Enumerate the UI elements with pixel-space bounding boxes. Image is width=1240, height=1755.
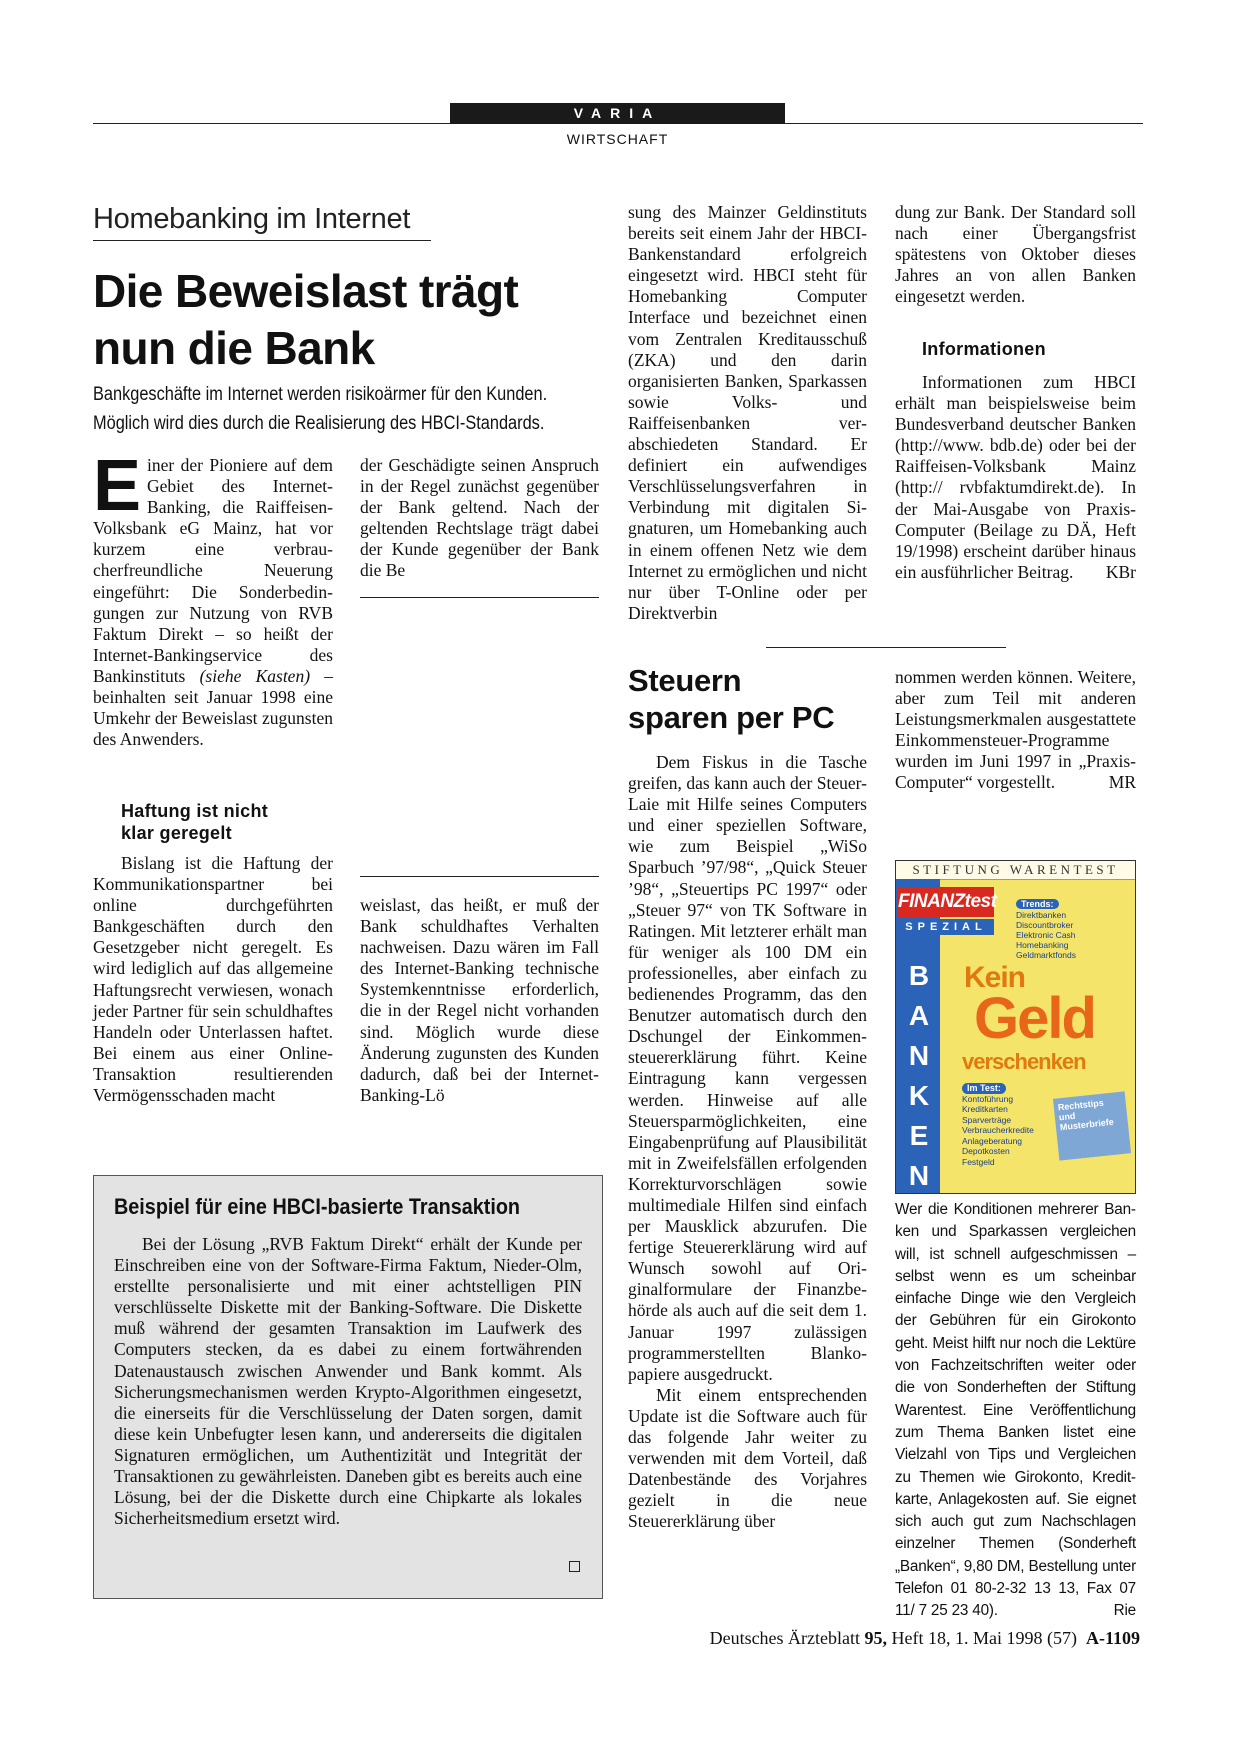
article2-paragraph-1: Dem Fiskus in die Tasche greifen, das kann auch der Steuer-Laie mit Hilfe seines Computers und einer speziellen Software, wie zum Beispiel „WiSo Sparbuch ’97/98“, „Quick Steuer ’98“, „Steuertips PC 1997“ oder „Steuer 97“ von TK Software in Ratingen. Mit letzterer erhält man für weniger als 100 DM ein professionelles, aber einfach zu bedienendes Programm, das den Benutzer automatisch durch den Dschungel der Einkommensteuererklärung führt. Keine Eintragung kann vergessen werden. Hinweise auf alle Steuersparmöglichkeiten, eine Eingabenprüfung auf Plausibilität mit in Zweifelsfällen erfolgenden Korrekturvorschlägen sowie multimediale Hilfen sind einfach per Mausklick abzurufen. Die fertige Steuererklärung wird auf Wunsch sowohl auf Originalformulare der Finanzbehörde als auch auf die seit dem 1. Januar 1997 zulässigen programmerstellten Blankopapiere ausgedruckt.	[628, 752, 867, 1384]
signature-rie: Rie	[1113, 1602, 1136, 1620]
section-label: WIRTSCHAFT	[566, 131, 669, 147]
footer-journal: Deutsches Ärzteblatt	[709, 1628, 861, 1648]
subhead-haftung-line-1: Haftung ist nicht	[121, 801, 269, 821]
cover-trend-list	[1016, 910, 1132, 960]
cover-trends	[1016, 899, 1132, 960]
page-footer	[560, 1628, 1140, 1649]
cover-geld: Geld	[974, 986, 1095, 1051]
imtest-item: Anlageberatung	[962, 1135, 1023, 1146]
section-band: VARIA	[450, 103, 785, 124]
subhead-haftung	[121, 800, 341, 844]
cover-verschenken: verschenken	[962, 1049, 1086, 1074]
subhead-informationen: Informationen	[922, 339, 1046, 359]
headline-line-1: Die Beweislast trägt	[93, 265, 519, 317]
footer-issue: Heft 18, 1. Mai 1998 (57)	[891, 1628, 1077, 1648]
column-1-top	[93, 446, 334, 750]
signature-mr: MR	[1108, 772, 1136, 793]
caption-text: Wer die Konditionen mehrerer Banken und Sparkassen vergleichen will, ist schnell aufgeschmissen – selbst wenn es um scheinbar einfache Dinge wie den Vergleich der Gebühren für ein Girokonto geht. Meist hilft nur noch die Lektüre von Fachzeitschriften weiter oder die von Sonderheften der Stiftung Warentest. Eine Veröffentlichung zum Thema Banken listet eine Vielzahl von Tips und Vergleichen zu Themen wie Girokonto, Kreditkarte, Anlagekosten auf. Sie eignet sich auch gut zum Nachschlagen einzelner Themen (Sonderheft „Banken“, 9,80 DM, Bestellung unter Telefon 01 80-2-32 13 13, Fax 07 11/ 7 25 23 40).	[895, 1201, 1136, 1620]
info-box	[93, 1175, 603, 1599]
imtest-item: Kreditkarten	[962, 1104, 1008, 1114]
drop-cap: E	[93, 446, 142, 526]
trends-item: Elektronic Cash	[1016, 930, 1076, 940]
cover-trends-label: Trends:	[1016, 899, 1059, 909]
footer-page-number: A-1109	[1086, 1628, 1140, 1648]
cover-vertical-letter: B	[908, 960, 930, 991]
subhead-haftung-line-2: klar geregelt	[121, 823, 232, 843]
cover-band: STIFTUNG WARENTEST	[896, 861, 1135, 880]
paragraph-6: dung zur Bank. Der Standard soll nach einer Übergangsfrist spätestens von Oktober dieses Jahres an von allen Banken eingesetzt werden.	[895, 202, 1136, 307]
trends-item: Direktbanken	[1016, 910, 1067, 920]
imtest-item: Depotkosten	[962, 1146, 1010, 1156]
column-rule	[360, 876, 599, 877]
column-rule	[360, 597, 599, 598]
cover-tip-badge: Rechtstips und Musterbriefe	[1053, 1091, 1131, 1160]
trends-item: Geldmarktfonds	[1016, 950, 1076, 960]
imtest-item: Verbraucherkredite	[962, 1125, 1034, 1135]
article2-headline-line-2: sparen per PC	[628, 700, 835, 735]
cover-vertical-letter: K	[908, 1080, 930, 1111]
article2-paragraph-2: Mit einem entsprechenden Update ist die Software auch für das folgende Jahr weiter zu verwenden mit dem Vorteil, daß Datenbestände des Vorjahres gezielt in die neue Steuererklärung über	[628, 1384, 867, 1532]
paragraph-1-italic: (siehe Kasten)	[199, 665, 311, 686]
paragraph-4: weislast, das heißt, er muß der Bank schuldhaftes Verhalten nachweisen. Dazu wären im Fall des Internet-Banking technische Systemkenntnisse erforderlich, die in der Regel nicht vorhanden sind. Möglich wurde diese Änderung zugunsten des Kunden dadurch, daß bei der Internet-Banking-Lö	[360, 895, 599, 1105]
article2-column-1	[628, 752, 867, 1532]
cover-vertical-letter: E	[909, 1120, 929, 1151]
paragraph-7	[895, 372, 1136, 583]
cover-brand-logo: FINANZtest	[898, 887, 994, 917]
article-headline	[93, 263, 613, 377]
info-box-title: Beispiel für eine HBCI-basierte Transaktion	[114, 1194, 521, 1219]
cover-vertical-letter: N	[908, 1160, 930, 1191]
paragraph-1-end: – beinhalten seit Januar 1998 eine Umkehr der Beweislast zugunsten des Anwenders.	[93, 665, 334, 750]
paragraph-7-text: Informationen zum HBCI erhält man beispielsweise beim Bundesverband deutscher Banken (http://www. bdb.de) oder bei der Raiffeisen-Volksbank Mainz (http:// rvbfaktumdirekt.de). In der Mai-Ausgabe von Praxis-Computer (Beilage zu DÄ, Heft 19/1998) erscheint darüber hinaus ein ausführlicher Beitrag.	[895, 372, 1136, 582]
cover-vertical-title	[904, 956, 934, 1194]
article2-column-2	[895, 667, 1136, 794]
deck-line-1: Bankgeschäfte im Internet werden risikoärmer für den Kunden.	[93, 384, 548, 405]
article2-headline-line-1: Steuern	[628, 663, 742, 698]
cover-caption	[895, 1199, 1136, 1623]
imtest-item: Sparverträge	[962, 1114, 1012, 1125]
trends-item: Homebanking	[1016, 940, 1069, 950]
cover-imtest-label: Im Test:	[962, 1083, 1006, 1094]
footer-volume: 95,	[864, 1628, 888, 1648]
paragraph-1: iner der Pioniere auf dem Gebiet des Internet-Banking, die Raiffeisen-Volksbank eG Mainz, hat vor kurzem eine verbraucherfreundliche Neuerung eingeführt: Die Sonderbedingungen zur Nutzung von RVB Faktum Direkt – so heißt der Internet-Bankingservice des Bankinstituts	[93, 455, 333, 686]
paragraph-5: sung des Mainzer Geldinstituts bereits seit einem Jahr der HBCI-Bankenstandard erfolgreich eingesetzt wird. HBCI steht für Homebanking Computer Interface und bezeichnet einen vom Zentralen Kreditausschuß (ZKA) und den darin organisierten Banken, Sparkassen sowie Volks- und Raiffeisenbanken verabschiedeten Standard. Er definiert ein aufwendiges Verschlüsselungsverfahren in Verbindung mit digitalen Signaturen, um Homebanking auch in einem offenen Netz wie dem Internet zu ermöglichen und nicht nur über T-Online oder per Direktverbin	[628, 202, 867, 623]
cover-spezial: SPEZIAL	[898, 919, 994, 935]
signature-kbr: KBr	[1105, 561, 1136, 582]
end-mark-icon	[569, 1561, 580, 1572]
trends-item: Discountbroker	[1016, 920, 1074, 930]
article-divider	[766, 647, 1006, 648]
cover-kein: Kein	[964, 961, 1026, 994]
info-box-text: Bei der Lösung „RVB Faktum Direkt“ erhält der Kunde per Einschreiben eine von der Software-Firma Faktum, Nieder-Olm, erstellte personalisierte und mit einer achtstelligen PIN verschlüsselte Diskette mit der Banking-Software. Die Diskette muß während der gesamten Transaktion im Laufwerk des Computers stecken, da es dabei zu einem fortwährenden Datenaustausch zwischen Anwender und Bank kommt. Als Sicherungsmechanismen werden Krypto-Algorithmen eingesetzt, die einerseits für die Verschlüsselung der Daten sorgen, damit diese kein Unbefugter lesen kann, und andererseits die digitalen Signaturen ermöglichen, um Authentizität und Integrität der Transaktionen zu gewährleisten. Daneben gibt es bereits auch eine Lösung, bei der die Diskette durch eine Chipkarte als lokales Sicherheitsmedium ersetzt wird.	[114, 1234, 582, 1529]
article-deck	[93, 380, 618, 438]
imtest-item: Festgeld	[962, 1156, 995, 1167]
deck-line-2: Möglich wird dies durch die Realisierung des HBCI-Standards.	[93, 413, 545, 434]
cover-vertical-letter: N	[908, 1040, 930, 1071]
article2-paragraph-3: nommen werden können. Weitere, aber zum Teil mit anderen Leistungsmerkmalen ausgestattete Einkommensteuer-Programme wurden im Juni 1997 in „Praxis-Computer“ vorgestellt.	[895, 667, 1136, 793]
paragraph-2: Bislang ist die Haftung der Kommunikationspartner bei online durchgeführten Bankgeschäften durch den Gesetzgeber nicht geregelt. Es wird lediglich auf das allgemeine Haftungsrecht verwiesen, wonach jeder Partner für sein schuldhaftes Handeln oder Unterlassen haftet. Bei einem aus einer Online-Transaktion resultierenden Vermögensschaden macht	[93, 853, 333, 1106]
magazine-cover-image	[895, 860, 1136, 1194]
paragraph-3: der Geschädigte seinen Anspruch in der Regel zunächst gegenüber der Bank geltend. Nach der geltenden Rechtslage trägt dabei der Kunde gegenüber der Bank die Be	[360, 455, 599, 581]
imtest-item: Kontoführung	[962, 1093, 1014, 1104]
article2-headline	[628, 662, 868, 736]
headline-line-2: nun die Bank	[93, 322, 375, 374]
article-kicker: Homebanking im Internet	[93, 203, 431, 241]
cover-vertical-letter: A	[908, 1000, 930, 1031]
